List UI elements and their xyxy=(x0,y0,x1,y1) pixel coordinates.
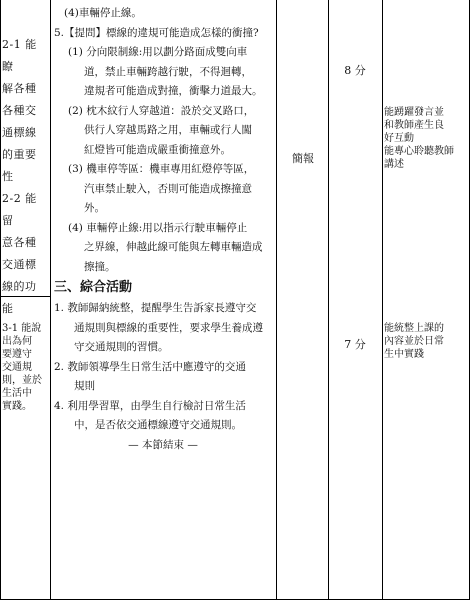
activities-content xyxy=(54,4,272,455)
activity-line: (2) 枕木紋行人穿越道：設於交叉路口， xyxy=(68,104,255,117)
evaluation-line: 和教師產生良 xyxy=(384,120,444,131)
column-divider-resource xyxy=(328,0,329,600)
activity-line: 通規則與標線的重要性，要求學生養成遵 xyxy=(74,321,263,334)
activity-line: 2. 教師領導學生日常生活中應遵守的交通 xyxy=(54,360,246,373)
objective-line: 出為何 xyxy=(2,336,32,347)
objectives-group-1 xyxy=(2,34,48,320)
teaching-resource: 簡報 xyxy=(292,152,314,165)
activity-line: 外。 xyxy=(84,202,105,214)
activity-line: 紅燈皆可能造成嚴重衝撞意外。 xyxy=(84,143,231,156)
activity-line: (3) 機車停等區：機車專用紅燈停等區， xyxy=(68,163,255,175)
activity-line: 汽車禁止駛入，否則可能造成擦撞意 xyxy=(84,182,252,195)
table-border-left xyxy=(0,0,1,600)
objectives-group-2 xyxy=(2,322,48,413)
objective-line: 3-1 能說 xyxy=(2,323,42,334)
evaluation-line: 好互動 xyxy=(384,133,414,144)
activity-line: (4)車輛停止線。 xyxy=(64,7,142,19)
activity-line: 4. 利用學習單，由學生自行檢討日常生活 xyxy=(54,399,246,412)
section-title: 三、綜合活動 xyxy=(54,280,133,295)
evaluation-line: 能踴躍發言並 xyxy=(384,107,444,118)
activity-line: (1) 分向限制線:用以劃分路面成雙向車 xyxy=(68,46,248,58)
activity-line: 1. 教師歸納統整，提醒學生告訴家長遵守交 xyxy=(54,302,257,314)
evaluation-2 xyxy=(384,322,468,361)
activity-line: 之界線，伸越此線可能與左轉車輛造成 xyxy=(84,241,263,253)
objective-line: 交通規 xyxy=(2,362,32,373)
evaluation-line: 生中實踐 xyxy=(384,349,424,360)
objective-line: 2-1 能瞭 xyxy=(2,38,37,73)
activity-line: 擦撞。 xyxy=(84,260,116,273)
activity-question: 5.【提問】標線的違規可能造成怎樣的衝撞? xyxy=(54,26,259,39)
column-divider-time xyxy=(382,0,383,600)
activity-line: (4) 車輛停止線:用以指示行駛車輛停止 xyxy=(68,221,248,234)
activity-line: 違規者可能造成對撞，衝擊力道最大。 xyxy=(84,85,263,97)
activity-line: 供行人穿越馬路之用，車輛或行人闖 xyxy=(84,124,252,136)
objective-line: 交通標 xyxy=(2,258,37,271)
objective-line: 的重要 xyxy=(2,148,37,161)
activity-line: 守交通規則的習慣。 xyxy=(74,341,169,353)
objective-line: 通標線 xyxy=(2,126,37,139)
objective-line: 各種交 xyxy=(2,104,37,117)
activity-line: 規則 xyxy=(74,380,95,392)
evaluation-line: 內容並於日常 xyxy=(384,336,444,347)
evaluation-1 xyxy=(384,106,468,171)
time-allocation-2: 7 分 xyxy=(344,338,366,351)
activity-line: 中，是否依交通標線遵守交通規則。 xyxy=(74,419,242,431)
objective-line: 2-2 能留 xyxy=(2,192,37,227)
objective-line: 意各種 xyxy=(2,236,37,249)
activity-line: 道，禁止車輛跨越行駛，不得迴轉， xyxy=(84,65,252,78)
column-divider-objectives xyxy=(50,0,51,600)
objective-line: 能 xyxy=(2,302,14,315)
time-allocation-1: 8 分 xyxy=(344,64,366,77)
objective-line: 生活中 xyxy=(2,388,32,399)
objective-line: 則，並於 xyxy=(2,375,42,386)
evaluation-line: 講述 xyxy=(384,159,404,170)
objective-line: 線的功 xyxy=(2,280,37,293)
evaluation-line: 能專心聆聽教師 xyxy=(384,146,454,157)
objective-line: 實踐。 xyxy=(2,401,32,412)
objective-line: 性 xyxy=(2,170,14,183)
objective-line: 要遵守 xyxy=(2,349,32,360)
evaluation-line: 能統整上課的 xyxy=(384,323,444,334)
section-end-mark: — 本節結束 — xyxy=(128,438,198,451)
column-divider-activities xyxy=(276,0,277,600)
objective-line: 解各種 xyxy=(2,82,37,95)
